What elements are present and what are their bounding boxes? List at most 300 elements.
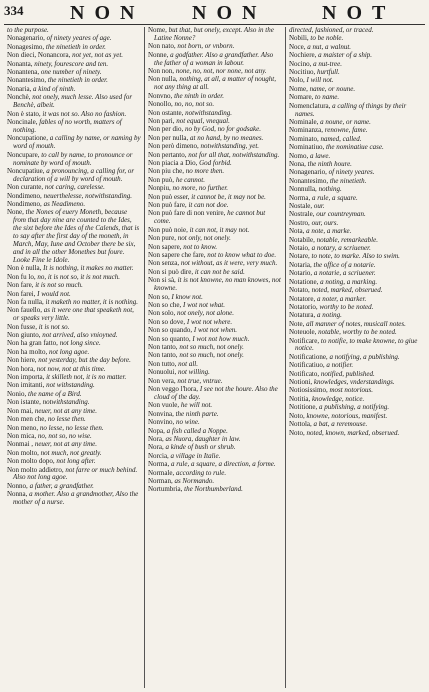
- entry-definition: nothing, at all, a matter of nought, not any thing at all.: [154, 75, 276, 92]
- entry-definition: a noune, or name.: [320, 117, 371, 126]
- column-3: [286, 27, 425, 688]
- dictionary-entry: [148, 27, 282, 43]
- entry-definition: a nut-tree.: [313, 59, 343, 68]
- entry-headword: Nome,: [289, 84, 308, 93]
- entry-headword: Nobili,: [289, 34, 309, 43]
- entry-headword: Nota,: [289, 227, 305, 236]
- entry-headword: Non mai,: [7, 406, 34, 415]
- entry-headword: Notaria,: [289, 260, 312, 269]
- entry-definition: notified, published.: [320, 369, 375, 378]
- dictionary-entry: [7, 491, 141, 507]
- entry-definition: not yesterday, but the day before.: [38, 356, 131, 365]
- entry-definition: the ninetieth in order.: [45, 42, 106, 51]
- entry-definition: a kinde of bush or shrub.: [165, 443, 236, 452]
- entry-headword: Non dieci, Nonancora,: [7, 51, 71, 60]
- entry-headword: Normale,: [148, 468, 175, 477]
- entry-definition: a notary, a scriuener.: [311, 244, 371, 253]
- entry-headword: Nomo,: [289, 151, 309, 160]
- entry-definition: at no hand, by no meanes.: [190, 133, 264, 142]
- entry-headword: Nonne,: [148, 50, 169, 59]
- entry-definition: a noter, a marker.: [317, 294, 367, 303]
- entry-definition: not equal, vnequal.: [176, 116, 230, 125]
- entry-headword: None,: [7, 208, 24, 217]
- entry-headword: Non fu lo,: [7, 272, 36, 281]
- entry-headword: Non per nulla,: [148, 133, 189, 142]
- entry-headword: Nottola,: [289, 420, 312, 429]
- entry-headword: Non so dove,: [148, 317, 186, 326]
- entry-definition: to notifie, to make knowne, to giue notice.: [295, 336, 418, 353]
- entry-definition: as Neadimeno.: [43, 200, 86, 209]
- entry-headword: Norma,: [289, 193, 311, 202]
- entry-headword: Notare,: [289, 252, 310, 261]
- entry-definition: a pronouncing, a calling for, or declaration of a will by word of mouth.: [13, 166, 135, 183]
- entry-headword: Non so,: [148, 292, 170, 301]
- entry-definition: I wot not what.: [183, 300, 226, 309]
- entry-headword: Non può esser,: [148, 192, 190, 201]
- entry-definition: not much, not greatly.: [40, 448, 102, 457]
- entry-headword: Non solo,: [148, 309, 176, 318]
- entry-definition: the nominatiue case.: [325, 143, 384, 152]
- entry-definition: knowledge, notice.: [311, 394, 365, 403]
- dictionary-entry: [7, 152, 141, 168]
- entry-headword: Nopa,: [148, 426, 165, 435]
- entry-headword: Nondimeno,: [7, 191, 42, 200]
- entry-definition: he will not.: [180, 401, 213, 410]
- entry-definition: he cannot but come.: [154, 209, 266, 226]
- entry-headword: Nocino,: [289, 59, 312, 68]
- entry-definition: no more, no further.: [172, 184, 229, 193]
- entry-headword: Notiosissimo,: [289, 386, 328, 395]
- entry-definition: I see not the houre. Also the cloud of the day.: [154, 384, 278, 401]
- entry-definition: to the purpose.: [7, 27, 49, 34]
- entry-definition: a maister of a ship.: [318, 51, 373, 60]
- entry-headword: Nonpiu,: [148, 184, 171, 193]
- running-header-right: NOT: [322, 2, 396, 24]
- entry-definition: named, called.: [320, 134, 362, 143]
- entry-definition: it can not, it may not.: [189, 225, 250, 234]
- entry-headword: Notificato,: [289, 369, 320, 378]
- entry-headword: Non pertanto,: [148, 150, 187, 159]
- page-number: 334: [4, 3, 24, 18]
- dictionary-entry: [148, 386, 282, 402]
- entry-headword: Non fusse,: [7, 322, 37, 331]
- entry-definition: not for all that, notwithstanding.: [188, 150, 280, 159]
- entry-headword: Nonaria,: [7, 84, 32, 93]
- entry-headword: Nonantesimo,: [289, 176, 329, 185]
- entry-definition: neuer, not at any time.: [34, 406, 98, 415]
- running-header-left: NON: [70, 2, 145, 24]
- entry-headword: Non vuole,: [148, 401, 180, 410]
- entry-definition: a noting, a marking.: [320, 277, 378, 286]
- dictionary-entry: [7, 135, 141, 151]
- entry-definition: our countreyman.: [316, 210, 366, 219]
- entry-headword: Noto,: [289, 428, 305, 437]
- entry-definition: it was not so. Also no fashion.: [42, 109, 127, 118]
- entry-definition: noted, known, marked, obserued.: [306, 428, 400, 437]
- entry-headword: Non può fare,: [148, 201, 187, 210]
- entry-definition: directed, fashioned, or traced.: [289, 27, 374, 34]
- entry-headword: Non molto,: [7, 448, 39, 457]
- entry-headword: Nomenclatura,: [289, 101, 331, 110]
- entry-definition: not so much, not onely.: [179, 351, 244, 360]
- entry-definition: a rule, a square, a direction, a forme.: [170, 460, 276, 469]
- entry-headword: Nominatiuo,: [289, 143, 325, 152]
- entry-headword: Nora,: [148, 443, 164, 452]
- entry-definition: not long since.: [59, 339, 101, 348]
- entry-headword: Nonvina,: [148, 409, 174, 418]
- entry-definition: the ninetieth.: [329, 176, 367, 185]
- entry-definition: it is not knowne, no man knowes, not knowne.: [154, 276, 281, 293]
- entry-definition: to note, to marke. Also to swim.: [311, 252, 400, 261]
- entry-headword: Notatura,: [289, 311, 316, 320]
- entry-definition: hurtfull.: [317, 68, 340, 77]
- entry-definition: the ninetieth in order.: [47, 76, 108, 85]
- entry-headword: Nominanza,: [289, 126, 324, 135]
- entry-headword: Non vera,: [148, 376, 176, 385]
- entry-definition: name, or noune.: [309, 84, 356, 93]
- entry-headword: Nonuolui,: [148, 368, 177, 377]
- entry-definition: no more then.: [185, 167, 225, 176]
- entry-headword: Notitia,: [289, 394, 311, 403]
- entry-definition: it maketh no matter, it is nothing.: [45, 297, 139, 306]
- entry-headword: Notificatiuo,: [289, 361, 325, 370]
- entry-definition: fables of no worth, matters of nothing.: [13, 117, 122, 134]
- entry-definition: a note, a marke.: [306, 227, 352, 236]
- entry-definition: not willing.: [177, 368, 210, 377]
- entry-headword: Non fa nulla,: [7, 297, 44, 306]
- entry-definition: ninety, fourescore and ten.: [34, 59, 109, 68]
- entry-definition: it is not so much.: [35, 281, 83, 290]
- entry-definition: nothing.: [318, 185, 342, 194]
- entry-headword: Non sapere,: [148, 242, 182, 251]
- entry-columns: [4, 27, 425, 688]
- dictionary-entry: [7, 467, 141, 483]
- entry-headword: Non imitanti,: [7, 381, 45, 390]
- entry-definition: no wine.: [176, 418, 200, 427]
- entry-definition: no, not so, no wise.: [37, 431, 92, 440]
- entry-headword: Non farei,: [7, 289, 36, 298]
- entry-headword: Notaio,: [289, 244, 310, 253]
- column-2: [145, 27, 286, 688]
- entry-definition: a notarie, a scriuener.: [313, 269, 376, 278]
- entry-definition: not long agoe.: [49, 347, 90, 356]
- entry-headword: Non può noie,: [148, 225, 188, 234]
- entry-headword: Nonantena,: [7, 68, 40, 77]
- entry-definition: the ninth parte.: [175, 409, 219, 418]
- entry-headword: Notato,: [289, 286, 310, 295]
- entry-definition: our, ours.: [311, 218, 339, 227]
- entry-definition: neuer, not at any time.: [34, 440, 98, 449]
- entry-headword: Noncinale,: [7, 117, 38, 126]
- entry-definition: no by God, no for godsake.: [184, 125, 261, 134]
- entry-headword: Non si sà,: [148, 276, 176, 285]
- entry-definition: as Normando.: [174, 476, 215, 485]
- entry-definition: the name of a Bird.: [28, 389, 82, 398]
- entry-definition: I wot not where.: [186, 317, 233, 326]
- entry-headword: Non può fare di non venire,: [148, 209, 226, 218]
- entry-definition: a bat, a reremouse.: [313, 420, 368, 429]
- dictionary-entry: [148, 486, 282, 494]
- entry-headword: Nonollo,: [148, 100, 173, 109]
- header-rule: [4, 24, 425, 25]
- entry-definition: a fish called a Noppe.: [166, 426, 228, 435]
- column-1: [4, 27, 145, 688]
- entry-headword: Nortumbria,: [148, 485, 183, 494]
- entry-definition: a notifying, a publishing.: [329, 352, 400, 361]
- entry-definition: of ninety yeares of age.: [46, 34, 112, 43]
- entry-headword: Nonanta,: [7, 59, 33, 68]
- dictionary-entry: [7, 307, 141, 323]
- entry-definition: a godfather. Also a grandfather. Also the father of a woman in labour.: [154, 50, 274, 67]
- entry-definition: neuerthelesse, notwithstanding.: [43, 191, 133, 200]
- entry-headword: Non so quando,: [148, 326, 193, 335]
- entry-headword: Notificatione,: [289, 352, 328, 361]
- entry-definition: no, it is not so, it is not much.: [37, 272, 120, 281]
- entry-definition: notwithstanding.: [185, 108, 233, 117]
- entry-definition: no, no, not so.: [174, 100, 215, 109]
- entry-definition: he cannot.: [175, 175, 205, 184]
- entry-definition: not onely, not alone.: [176, 309, 234, 318]
- entry-definition: the office of a notarie.: [313, 260, 376, 269]
- entry-definition: not onely, much lesse. Also used for Benchè, albeit.: [13, 93, 133, 110]
- entry-definition: notwithstanding, yet.: [200, 142, 260, 151]
- entry-headword: Non mica,: [7, 431, 37, 440]
- entry-headword: Non ha gran fatto,: [7, 339, 58, 348]
- entry-definition: not now, not at this time.: [36, 364, 106, 373]
- entry-headword: Non piacia a Dio,: [148, 159, 198, 167]
- entry-definition: notable, worthy to be noted.: [318, 328, 397, 337]
- entry-definition: none, no, not, nor none, not any.: [175, 67, 267, 76]
- entry-definition: no lesse, no lesse then.: [39, 423, 104, 432]
- entry-definition: a publishing, a notifying.: [318, 403, 390, 412]
- entry-headword: Noteuole,: [289, 328, 317, 337]
- entry-definition: not true, vntrue.: [177, 376, 223, 385]
- entry-headword: Nonvno,: [148, 91, 173, 100]
- entry-headword: Non si può dire,: [148, 267, 194, 276]
- dictionary-entry: [148, 76, 282, 92]
- entry-headword: Non hiere,: [7, 356, 37, 365]
- dictionary-entry: [148, 52, 282, 68]
- entry-headword: Nostro,: [289, 218, 310, 227]
- entry-headword: Nonvino,: [148, 418, 175, 427]
- entry-definition: to name.: [315, 93, 340, 102]
- entry-headword: Non istante,: [7, 398, 41, 407]
- entry-definition: notable, remarkeable.: [316, 235, 378, 244]
- entry-definition: as Nuora, daughter in law.: [165, 434, 241, 443]
- dictionary-entry: [7, 209, 141, 264]
- dictionary-entry: [7, 94, 141, 110]
- entry-headword: Notario,: [289, 269, 313, 278]
- entry-headword: Non hora,: [7, 364, 35, 373]
- entry-headword: Notioni,: [289, 378, 313, 387]
- entry-definition: not arrived, also vnioyned.: [42, 331, 118, 340]
- entry-definition: as it were one that speaketh not, or speaks very little.: [13, 306, 134, 323]
- entry-headword: Nochiere,: [289, 51, 317, 60]
- entry-headword: Non importa,: [7, 373, 45, 382]
- entry-definition: It is nothing, it makes no matter.: [43, 264, 134, 273]
- entry-definition: notwithstanding.: [42, 398, 90, 407]
- entry-headword: Non men che,: [7, 415, 47, 424]
- entry-headword: Nominato,: [289, 134, 319, 143]
- entry-headword: Non tutto,: [148, 359, 177, 368]
- entry-headword: Non giunto,: [7, 331, 41, 340]
- entry-definition: a calling by name, or naming by word of mouth.: [13, 134, 141, 151]
- entry-headword: Nonnulla,: [289, 185, 317, 194]
- entry-definition: a notifier.: [326, 361, 354, 370]
- entry-definition: not long after.: [56, 457, 96, 466]
- entry-headword: Non è stato,: [7, 109, 41, 118]
- entry-headword: Nonchè,: [7, 93, 31, 102]
- entry-headword: Non può,: [148, 175, 175, 184]
- entry-headword: Norcia,: [148, 451, 169, 460]
- entry-headword: Notitione,: [289, 403, 318, 412]
- entry-headword: Noto,: [289, 411, 305, 420]
- dictionary-entry: [289, 103, 422, 119]
- entry-headword: Noce,: [289, 42, 306, 51]
- entry-headword: Nostale,: [289, 202, 313, 211]
- entry-headword: Non non,: [148, 67, 175, 76]
- entry-definition: a lawe.: [310, 151, 331, 160]
- entry-headword: Nonagenario,: [7, 34, 45, 43]
- entry-definition: of ninety yeares.: [328, 168, 375, 177]
- entry-headword: Note,: [289, 319, 305, 328]
- entry-headword: Non nulla,: [148, 75, 178, 84]
- entry-definition: the Northumberland.: [184, 485, 243, 494]
- entry-headword: Non sapere che fare,: [148, 250, 206, 259]
- entry-headword: Nora,: [148, 434, 164, 443]
- entry-definition: it is not so.: [38, 322, 70, 331]
- entry-headword: Nonagesimo,: [7, 42, 45, 51]
- entry-definition: a nut, a walnut.: [307, 42, 352, 51]
- entry-definition: most notorious.: [329, 386, 374, 395]
- entry-definition: to be noble.: [310, 34, 344, 43]
- entry-definition: not yet, not as yet.: [72, 51, 124, 60]
- entry-definition: the ninth houre.: [307, 160, 352, 168]
- entry-headword: Nonagenario,: [289, 168, 327, 177]
- entry-definition: knowne, notorious, manifest.: [306, 411, 388, 420]
- entry-definition: it can not be said.: [194, 267, 245, 276]
- entry-definition: God forbid.: [199, 159, 232, 167]
- entry-headword: Nondimeno,: [7, 200, 42, 209]
- entry-headword: Non è nulla,: [7, 264, 42, 273]
- entry-headword: Non curante,: [7, 183, 44, 192]
- entry-headword: Non molto addietro,: [7, 465, 64, 474]
- dictionary-entry: [7, 168, 141, 184]
- entry-headword: Non però dimeno,: [148, 142, 199, 151]
- entry-definition: it cannot be, it may not be.: [191, 192, 266, 201]
- entry-definition: a village in Italie.: [170, 451, 221, 460]
- entry-headword: Non piu che,: [148, 167, 184, 176]
- entry-definition: it skilleth not, it is no matter.: [46, 373, 127, 382]
- entry-definition: but that, but onely, except. Also in the Latine Nonne?: [154, 27, 274, 42]
- entry-headword: Non tanto,: [148, 342, 178, 351]
- entry-definition: I will not.: [306, 76, 334, 85]
- entry-definition: renowne, fame.: [324, 126, 368, 135]
- entry-definition: no lesse then.: [47, 415, 86, 424]
- entry-headword: Notabile,: [289, 235, 315, 244]
- entry-definition: not born, or vnborn.: [177, 42, 235, 51]
- entry-headword: Non ostante,: [148, 108, 184, 117]
- entry-headword: Non tanto,: [148, 351, 178, 360]
- dictionary-entry: [289, 430, 422, 438]
- entry-headword: Nonmai ,: [7, 440, 34, 449]
- entry-definition: the ninth in order.: [174, 91, 224, 100]
- entry-definition: it can not doe.: [188, 201, 229, 210]
- entry-definition: not all.: [178, 359, 198, 368]
- entry-definition: one number of ninety.: [40, 68, 102, 77]
- entry-headword: Non senza,: [148, 259, 180, 268]
- entry-headword: Nona,: [289, 160, 306, 168]
- entry-headword: Nonna,: [7, 490, 28, 499]
- entry-headword: Nome,: [148, 27, 167, 34]
- entry-headword: Non pure,: [148, 234, 176, 243]
- entry-headword: Nolo,: [289, 76, 305, 85]
- entry-definition: the Nones of euery Moneth, because from that day nine are counted to the Ides, the sixt before the Ides of the Calends, that is to say after the first day of the moneth, in March, May, Iune and October there be six, and in all the other Monethes but foure. Looke Fine le Idole.: [13, 208, 140, 264]
- entry-headword: Noncupare,: [7, 150, 40, 159]
- entry-headword: Notatorio,: [289, 302, 318, 311]
- entry-definition: a noting.: [317, 311, 342, 320]
- dictionary-entry: [289, 144, 422, 152]
- entry-headword: Nocitiuo,: [289, 68, 316, 77]
- entry-headword: Noncupatiue,: [7, 166, 45, 175]
- entry-headword: Non nato,: [148, 42, 176, 51]
- entry-headword: Nominale,: [289, 117, 319, 126]
- entry-headword: Non fauello,: [7, 306, 42, 315]
- entry-headword: Non per dio,: [148, 125, 184, 134]
- entry-definition: a calling of things by their names.: [295, 101, 407, 118]
- entry-definition: not to know what to doe.: [207, 250, 277, 259]
- entry-headword: Nostrale,: [289, 210, 315, 219]
- entry-headword: Notatore,: [289, 294, 316, 303]
- entry-headword: Notificare,: [289, 336, 320, 345]
- entry-headword: Notatione,: [289, 277, 319, 286]
- entry-definition: our.: [313, 202, 325, 211]
- dictionary-entry: [148, 277, 282, 293]
- entry-definition: not farre or much behind. Also not long agoe.: [13, 465, 138, 482]
- entry-headword: Nonno,: [7, 481, 28, 490]
- dictionary-entry: [289, 338, 422, 354]
- entry-definition: I know not.: [171, 292, 203, 301]
- entry-definition: I would not.: [37, 289, 71, 298]
- entry-headword: Nonantesimo,: [7, 76, 47, 85]
- running-header-center: NON: [192, 2, 267, 24]
- entry-definition: a rule, a square.: [311, 193, 358, 202]
- entry-headword: Noncupatione,: [7, 134, 49, 143]
- dictionary-entry: [7, 119, 141, 135]
- entry-definition: a mother. Also a grandmother, Also the mother of a nurse.: [13, 490, 139, 507]
- entry-definition: according to rule.: [176, 468, 227, 477]
- entry-definition: worthy to be noted.: [319, 302, 374, 311]
- entry-definition: not caring, carelesse.: [44, 183, 105, 192]
- entry-headword: Non so che,: [148, 300, 182, 309]
- entry-headword: Non ha molto,: [7, 347, 48, 356]
- entry-definition: not without, as it were, very much.: [180, 259, 278, 268]
- entry-definition: to call by name, to pronounce or nominate by word of mouth.: [13, 150, 133, 167]
- entry-headword: Non molto dopo,: [7, 457, 55, 466]
- entry-definition: noted, marked, obserued.: [311, 286, 383, 295]
- entry-definition: not to know.: [183, 242, 218, 251]
- entry-definition: all manner of notes, musicall notes.: [306, 319, 406, 328]
- entry-definition: not only, not onely.: [177, 234, 231, 243]
- entry-headword: Norma,: [148, 460, 170, 469]
- entry-definition: knowledges, vnderstandings.: [313, 378, 395, 387]
- entry-headword: Nomare,: [289, 93, 314, 102]
- entry-headword: Non so quanto,: [148, 334, 191, 343]
- entry-headword: Non veggo l'hora,: [148, 384, 199, 393]
- entry-headword: Non meno,: [7, 423, 39, 432]
- entry-headword: Norman,: [148, 476, 173, 485]
- entry-headword: Non pari,: [148, 116, 175, 125]
